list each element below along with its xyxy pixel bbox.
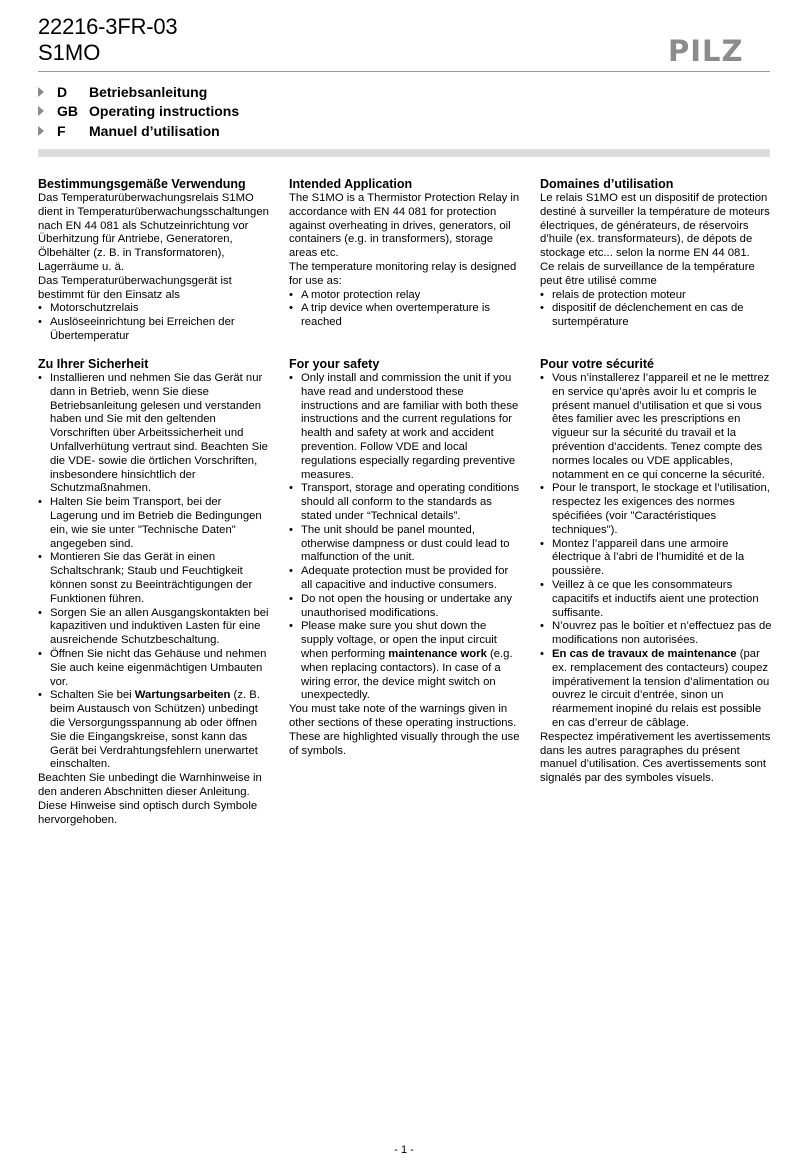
safety-list [38,372,270,772]
list-item: • Auslöseeinrichtung bei Erreichen der Übertemperatur [38,316,270,344]
triangle-bullet-icon [38,106,44,116]
column-french-safety [540,357,772,786]
section-title-intended: Domaines d’utilisation [540,177,674,191]
list-item-maintenance [38,689,270,772]
language-code: D [57,83,68,100]
list-item: • Do not open the housing or undertake any unauthorised modifications. [289,593,521,621]
column-french [540,177,772,330]
intended-text-2: The temperature monitoring relay is designed for use as: [289,260,517,287]
intended-text: Das Temperaturüberwachungsrelais S1MO dient in Temperaturüberwachungsschaltungen nach EN 44 081 als Schutzeinrichtung vor Überhitzung für Antriebe, Generatoren, Ölbehälter (z. B. in Transformatoren), Lagerräume u. ä. [38,192,269,273]
list-item: • Montez l’appareil dans une armoire électrique à l’abri de l’humidité et de la poussière. [540,538,772,579]
section-title-intended: Bestimmungsgemäße Verwendung [38,177,246,191]
maintenance-text-pre: Schalten Sie bei [50,689,135,702]
list-item: • Pour le transport, le stockage et l’utilisation, respectez les exigences des normes spécifiées (voir "Caractéristiques techniques"). [540,482,772,537]
list-item: • dispositif de déclenchement en cas de surtempérature [540,302,772,330]
closing-text: You must take note of the warnings given in other sections of these operating instructions. These are highlighted visually through the use of symbols. [289,703,520,757]
list-item: • Adequate protection must be provided for all capacitive and inductive consumers. [289,565,521,593]
intended-text-2: Ce relais de surveillance de la température peut être utilisé comme [540,260,755,287]
maintenance-text-post: (z. B. beim Austausch von Schützen) unbedingt die Versorgungsspannung ab oder öffnen Sie die Eingangskreise, sonst kann das Gerät bei Verdrahtungsfehlern unerwartet einschalten. [50,689,260,771]
closing-text: Respectez impérativement les avertissements dans les autres paragraphes du présent manuel d’utilisation. Ces avertissements sont signalés par des symboles visuels. [540,730,771,785]
list-item: • Only install and commission the unit if you have read and understood these instructions and are familiar with both these instructions and the current regulations for health and safety at work and accident prevention. Follow VDE and local regulations especially regarding preventive measures. [289,372,521,482]
language-item-gb [38,102,239,122]
list-item: • The unit should be panel mounted, otherwise dampness or dust could lead to malfunction of the unit. [289,524,521,565]
list-item: • A motor protection relay [289,289,521,303]
section-band [38,149,770,157]
section-title-intended: Intended Application [289,177,413,191]
language-item-de [38,82,239,102]
maintenance-text-post: (e.g. when replacing contactors). In case of a wiring error, the device might switch on unexpectedly. [301,647,513,702]
section-title-safety: Zu Ihrer Sicherheit [38,357,149,371]
list-item: • Transport, storage and operating conditions should all conform to the standards as stated under “Technical details”. [289,482,521,523]
language-label: Manuel d’utilisation [89,122,220,139]
maintenance-text-pre: Please make sure you shut down the supply voltage, or open the input circuit when performing [301,620,497,660]
list-item: • Motorschutzrelais [38,302,270,316]
list-item: • N’ouvrez pas le boîtier et n’effectuez pas de modifications non autorisées. [540,620,772,648]
safety-list [289,372,521,703]
safety-list [540,372,772,731]
column-english-safety [289,357,521,758]
document-code: 22216-3FR-03 [38,14,178,39]
page-number: - 1 - [394,1144,414,1156]
pilz-logo: PILZ [668,34,744,68]
list-item: • Öffnen Sie nicht das Gehäuse und nehmen Sie auch keine eigenmächtigen Umbauten vor. [38,648,270,689]
intended-text: The S1MO is a Thermistor Protection Relay in accordance with EN 44 081 for protection against overheating in drives, generators, oil containers (e.g. in transformers), storage areas etc. [289,192,520,260]
list-item: • Halten Sie beim Transport, bei der Lagerung und im Betrieb die Bedingungen ein, wie sie unter "Technische Daten" angegeben sind. [38,496,270,551]
intended-text-2: Das Temperaturüberwachungsgerät ist bestimmt für den Einsatz als [38,274,232,301]
list-item: • Vous n’installerez l’appareil et ne le mettrez en service qu’après avoir lu et compris le présent manuel d’utilisation et que si vous êtes familier avec les prescriptions en vigueur sur la sécurité du travail et la prévention d’accidents. Tenez compte des normes locales ou VDE applicables, notamment en ce qui concerne la sécurité. [540,372,772,482]
list-item: • relais de protection moteur [540,289,772,303]
closing-text: Beachten Sie unbedingt die Warnhinweise in den anderen Abschnitten dieser Anleitung. Diese Hinweise sind optisch durch Symbole hervorgehoben. [38,772,262,826]
maintenance-keyword: maintenance work [388,647,487,660]
maintenance-keyword: Wartungsarbeiten [134,689,231,702]
section-title-safety: Pour votre sécurité [540,357,654,371]
intended-list [540,289,772,330]
list-item: • Veillez à ce que les consommateurs capacitifs et inductifs aient une protection suffisante. [540,579,772,620]
section-title-safety: For your safety [289,357,380,371]
column-german [38,177,270,344]
document-header [38,14,177,66]
column-german-safety [38,357,270,827]
list-item: • Montieren Sie das Gerät in einen Schaltschrank; Staub und Feuchtigkeit können sonst zu Beeinträchtigungen der Funktionen führen. [38,551,270,606]
column-english [289,177,521,330]
intended-list [38,302,270,343]
language-code: F [57,122,66,139]
list-item-maintenance [540,648,772,731]
intended-text: Le relais S1MO est un dispositif de protection destiné à surveiller la température de moteurs électriques, de générateurs, de réservoirs d’huile (ex. transformateurs), de dépots de stockage etc... selon la norme EN 44 081. [540,192,770,260]
maintenance-keyword: En cas de travaux de maintenance [552,647,737,660]
language-item-fr [38,121,239,141]
list-item-maintenance [289,620,521,703]
triangle-bullet-icon [38,87,44,97]
intended-list [289,289,521,330]
list-item: • A trip device when overtemperature is reached [289,302,521,330]
language-list [38,82,239,141]
list-item: • Sorgen Sie an allen Ausgangskontakten bei kapazitiven und induktiven Lasten für eine ausreichende Schutzbeschaltung. [38,607,270,648]
list-item: • Installieren und nehmen Sie das Gerät nur dann in Betrieb, wenn Sie diese Betriebsanleitung gelesen und verstanden haben und Sie mit den geltenden Vorschriften über Arbeitssicherheit und Unfallverhütung vertraut sind. Beachten Sie die VDE- sowie die örtlichen Vorschriften, insbesondere hinsichtlich der Schutzmaßnahmen. [38,372,270,496]
product-model: S1MO [38,40,101,65]
triangle-bullet-icon [38,126,44,136]
language-label: Betriebsanleitung [89,83,208,100]
maintenance-text-post: (par ex. remplacement des contacteurs) coupez impérativement la tension d’alimentation ou ouvrez le circuit d’entrée, sinon un réarmement inopiné du relais est possible en cas d’erreur de câblage. [552,647,770,729]
header-divider [38,71,770,72]
language-code: GB [57,103,78,120]
language-label: Operating instructions [89,103,240,120]
